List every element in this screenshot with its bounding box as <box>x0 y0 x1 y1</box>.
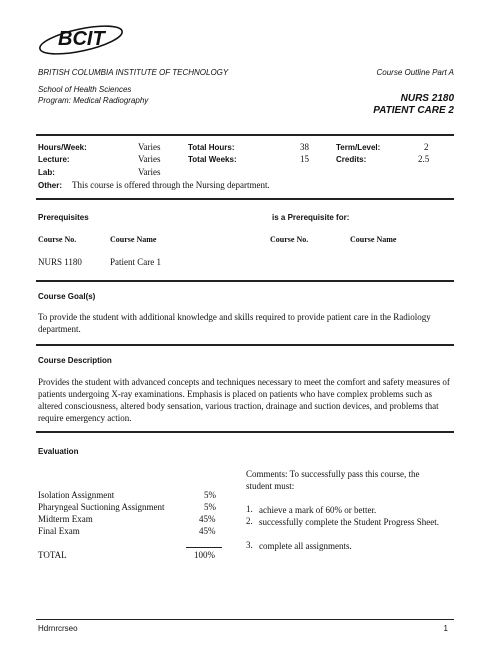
total-weeks-label: Total Weeks: <box>188 155 237 164</box>
eval-item-name: Pharyngeal Suctioning Assignment <box>38 502 165 512</box>
is-prereq-col-no: Course No. <box>270 235 309 244</box>
credits-label: Credits: <box>336 155 367 164</box>
description-divider <box>36 431 454 433</box>
comment-text: complete all assignments. <box>259 541 352 551</box>
footer-divider <box>36 619 454 620</box>
hours-week-value: Varies <box>138 142 161 152</box>
goals-text: To provide the student with additional knowledge and skills required to provide patient care in the Radiology department. <box>38 312 431 334</box>
eval-item-name: Midterm Exam <box>38 514 93 524</box>
eval-total-pct: 100% <box>194 550 215 560</box>
credits-value: 2.5 <box>418 154 430 164</box>
eval-item-pct: 45% <box>199 526 216 536</box>
is-prereq-title: is a Prerequisite for: <box>272 213 350 222</box>
school-name: School of Health Sciences <box>38 85 132 94</box>
total-hours-value: 38 <box>300 142 309 152</box>
description-title: Course Description <box>38 356 112 365</box>
eval-item-pct: 5% <box>204 502 216 512</box>
lecture-label: Lecture: <box>38 155 70 164</box>
prereq-col-name: Course Name <box>110 235 157 244</box>
prereq-row-name: Patient Care 1 <box>110 257 161 267</box>
page-number: 1 <box>443 624 448 633</box>
lecture-value: Varies <box>138 154 161 164</box>
total-weeks-value: 15 <box>300 154 309 164</box>
info-divider <box>36 198 454 200</box>
is-prereq-col-name: Course Name <box>350 235 397 244</box>
evaluation-title: Evaluation <box>38 447 79 456</box>
term-value: 2 <box>424 142 429 152</box>
goals-divider <box>36 344 454 346</box>
institute-name: BRITISH COLUMBIA INSTITUTE OF TECHNOLOGY <box>38 68 229 77</box>
course-title: PATIENT CARE 2 <box>373 105 454 116</box>
prereq-row-no: NURS 1180 <box>38 257 82 267</box>
term-label: Term/Level: <box>336 143 381 152</box>
logo-text: BCIT <box>58 28 105 50</box>
total-rule <box>186 547 222 548</box>
comment-num: 2. <box>246 516 253 526</box>
eval-item-pct: 5% <box>204 490 216 500</box>
program-name: Program: Medical Radiography <box>38 96 149 105</box>
other-value: This course is offered through the Nursing department. <box>72 180 270 190</box>
eval-item-name: Final Exam <box>38 526 80 536</box>
doc-type: Course Outline Part A <box>376 68 454 77</box>
prereq-col-no: Course No. <box>38 235 77 244</box>
hours-week-label: Hours/Week: <box>38 143 87 152</box>
prereq-divider <box>36 280 454 282</box>
prereq-title: Prerequisites <box>38 213 89 222</box>
lab-label: Lab: <box>38 168 55 177</box>
comment-text: achieve a mark of 60% or better. <box>259 505 377 515</box>
comment-text: successfully complete the Student Progress Sheet. <box>259 517 439 527</box>
lab-value: Varies <box>138 167 161 177</box>
other-label: Other: <box>38 181 62 190</box>
bcit-logo <box>36 18 126 58</box>
comments-intro: Comments: To successfully pass this course, the student must: <box>246 469 420 491</box>
goals-title: Course Goal(s) <box>38 292 96 301</box>
description-text: Provides the student with advanced concepts and techniques necessary to meet the comfort and safety measures of patients undergoing X-ray examinations. Emphasis is placed on patients who have complex problems such as altered consciousness, altered body sensation, various traction, drainage and suction devices, and problems that require emergency action. <box>38 377 450 423</box>
eval-item-pct: 45% <box>199 514 216 524</box>
course-code: NURS 2180 <box>400 93 454 104</box>
eval-total-label: TOTAL <box>38 550 67 560</box>
total-hours-label: Total Hours: <box>188 143 235 152</box>
comment-num: 3. <box>246 540 253 550</box>
footer-file: Hdrnrcrseo <box>38 624 78 633</box>
header-divider <box>36 134 454 136</box>
eval-item-name: Isolation Assignment <box>38 490 115 500</box>
comment-num: 1. <box>246 504 253 514</box>
